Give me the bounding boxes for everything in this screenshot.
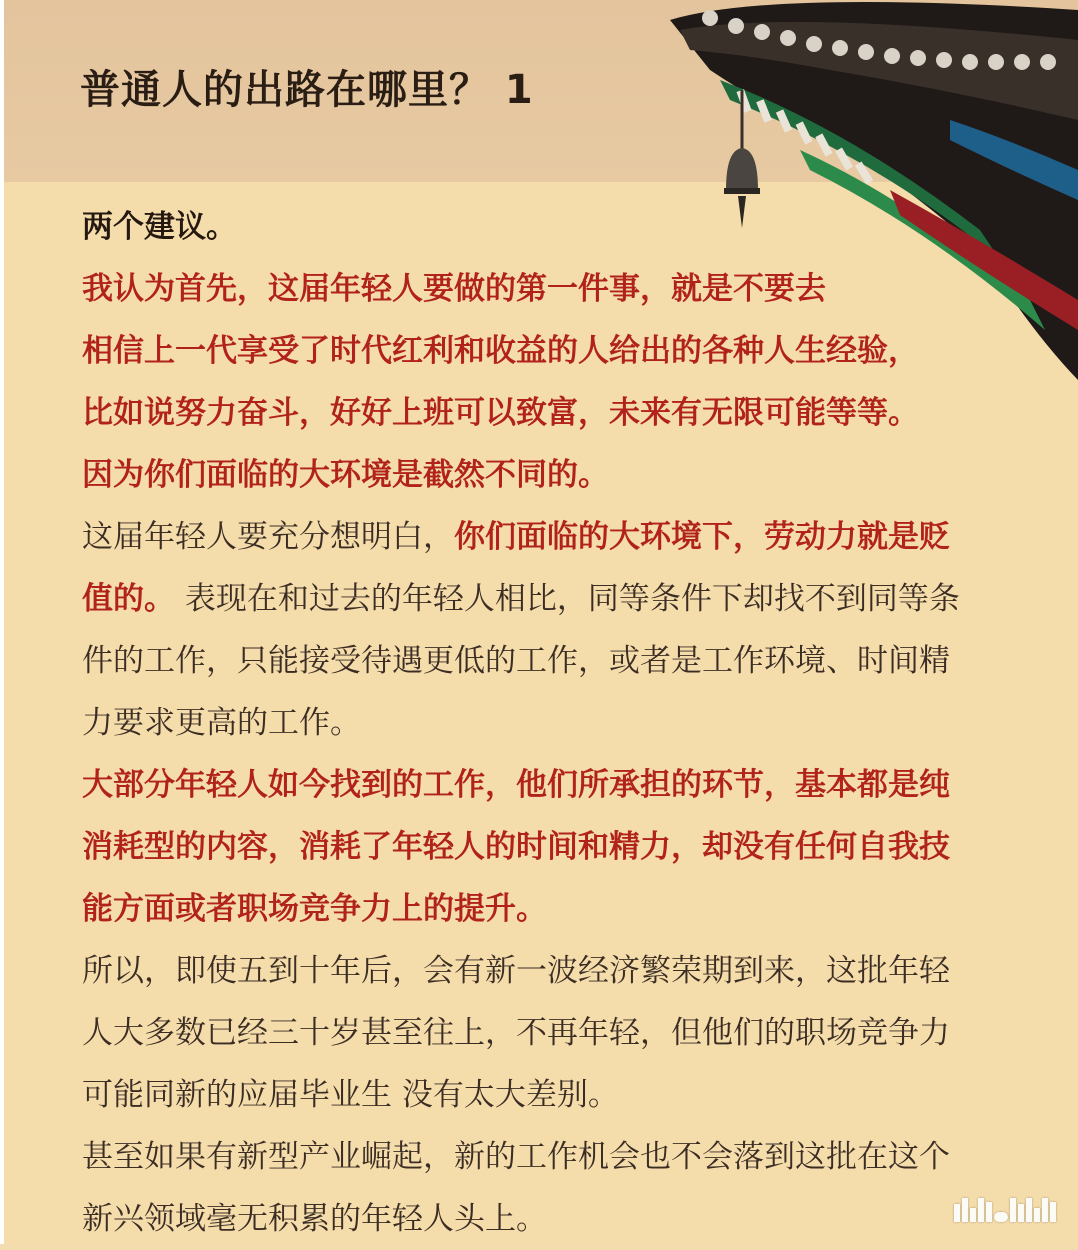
red2-line-2: 消耗型的内容，消耗了年轻人的时间和精力，却没有任何自我技 bbox=[82, 829, 950, 865]
mixed-normal-1: 这届年轻人要充分想明白， bbox=[82, 519, 454, 555]
red-line-1: 我认为首先，这届年轻人要做的第一件事，就是不要去 bbox=[82, 271, 826, 307]
red-line-4: 因为你们面临的大环境是截然不同的。 bbox=[82, 457, 609, 493]
mixed-line-4: 力要求更高的工作。 bbox=[82, 705, 361, 741]
normal-line-2: 人大多数已经三十岁甚至往上，不再年轻，但他们的职场竞争力 bbox=[82, 1015, 950, 1051]
mixed-red-2: 值的。 bbox=[82, 581, 175, 617]
intro-line: 两个建议。 bbox=[82, 209, 237, 245]
mixed-normal-2: 表现在和过去的年轻人相比，同等条件下却找不到同等条 bbox=[175, 581, 960, 617]
normal-line-3: 可能同新的应届毕业生 没有太大差别。 bbox=[82, 1077, 619, 1113]
page-title: 普通人的出路在哪里？ 1 bbox=[80, 67, 534, 113]
article-body bbox=[82, 196, 1057, 1250]
red-line-3: 比如说努力奋斗，好好上班可以致富，未来有无限可能等等。 bbox=[82, 395, 919, 431]
normal-line-1: 所以，即使五到十年后，会有新一波经济繁荣期到来，这批年轻 bbox=[82, 953, 950, 989]
red2-line-3: 能方面或者职场竞争力上的提升。 bbox=[82, 891, 547, 927]
normal-line-4: 甚至如果有新型产业崛起，新的工作机会也不会落到这批在这个 bbox=[82, 1139, 950, 1175]
mixed-line-1 bbox=[82, 506, 1057, 568]
mixed-line-3: 件的工作，只能接受待遇更低的工作，或者是工作环境、时间精 bbox=[82, 643, 950, 679]
mixed-line-2 bbox=[82, 568, 1057, 630]
barcode-watermark-icon bbox=[954, 1198, 1056, 1222]
mixed-red-1: 你们面临的大环境下，劳动力就是贬 bbox=[454, 519, 950, 555]
red2-line-1: 大部分年轻人如今找到的工作，他们所承担的环节，基本都是纯 bbox=[82, 767, 950, 803]
red-line-2: 相信上一代享受了时代红利和收益的人给出的各种人生经验， bbox=[82, 333, 919, 369]
left-edge bbox=[0, 0, 4, 1244]
normal-line-5: 新兴领域毫无积累的年轻人头上。 bbox=[82, 1201, 547, 1237]
